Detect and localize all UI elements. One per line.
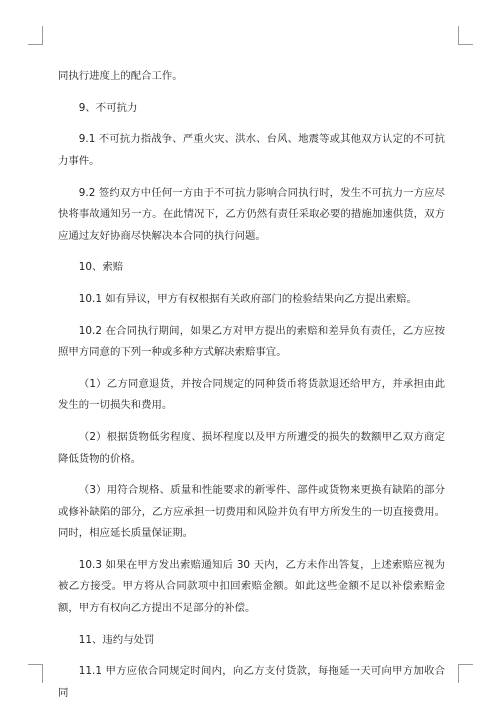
heading-breach-and-penalty: 11、违约与处罚 [78, 633, 155, 646]
clause-10-2-option-3: （3）用符合规格、质量和性能要求的新零件、部件或货物来更换有缺陷的部分或修补缺陷的部分，乙方应承担一切费用和风险并负有甲方所发生的一切直接费用。同时，相应延长质量保证期。 [58, 484, 445, 540]
crop-mark-top-left [28, 26, 43, 45]
clause-10-3: 10.3 如果在甲方发出索赔通知后 30 天内，乙方未作出答复，上述索赔应视为被乙方接受。甲方将从合同款项中扣回索赔金额。如此这些金额不足以补偿索赔金额，甲方有权向乙方提出不足部分的补偿。 [58, 558, 445, 614]
clause-9-1: 9.1 不可抗力指战争、严重火灾、洪水、台风、地震等或其他双方认定的不可抗力事件。 [58, 133, 445, 167]
clause-10-2-option-1: （1）乙方同意退货，并按合同规定的同种货币将货款退还给甲方，并承担由此发生的一切损失和费用。 [58, 377, 445, 412]
crop-mark-bottom-right [458, 664, 473, 683]
clause-10-2: 10.2 在合同执行期间，如果乙方对甲方提出的索赔和差异负有责任，乙方应按照甲方同意的下列一种或多种方式解决索赔事宜。 [58, 324, 445, 359]
crop-mark-bottom-left [28, 664, 43, 683]
document-body [58, 66, 445, 714]
paragraph-continuation: 同执行进度上的配合工作。 [58, 70, 183, 82]
clause-9-2: 9.2 签约双方中任何一方由于不可抗力影响合同执行时，发生不可抗力一方应尽快将事故通知另一方。在此情况下，乙方仍然有责任采取必要的措施加速供货，双方应通过友好协商尽快解决本合同的执行问题。 [58, 186, 445, 242]
clause-10-1: 10.1 如有异议，甲方有权根据有关政府部门的检验结果向乙方提出索赔。 [78, 292, 417, 305]
clause-11-1: 11.1 甲方应依合同规定时间内，向乙方支付货款，每拖延一天可向甲方加收合同 [58, 665, 445, 699]
heading-force-majeure: 9、不可抗力 [78, 101, 138, 114]
crop-mark-top-right [458, 26, 473, 45]
clause-10-2-option-2: （2）根据货物低劣程度、损坏程度以及甲方所遭受的损失的数额甲乙双方商定降低货物的价格。 [58, 431, 445, 465]
heading-claims: 10、索赔 [78, 261, 124, 274]
